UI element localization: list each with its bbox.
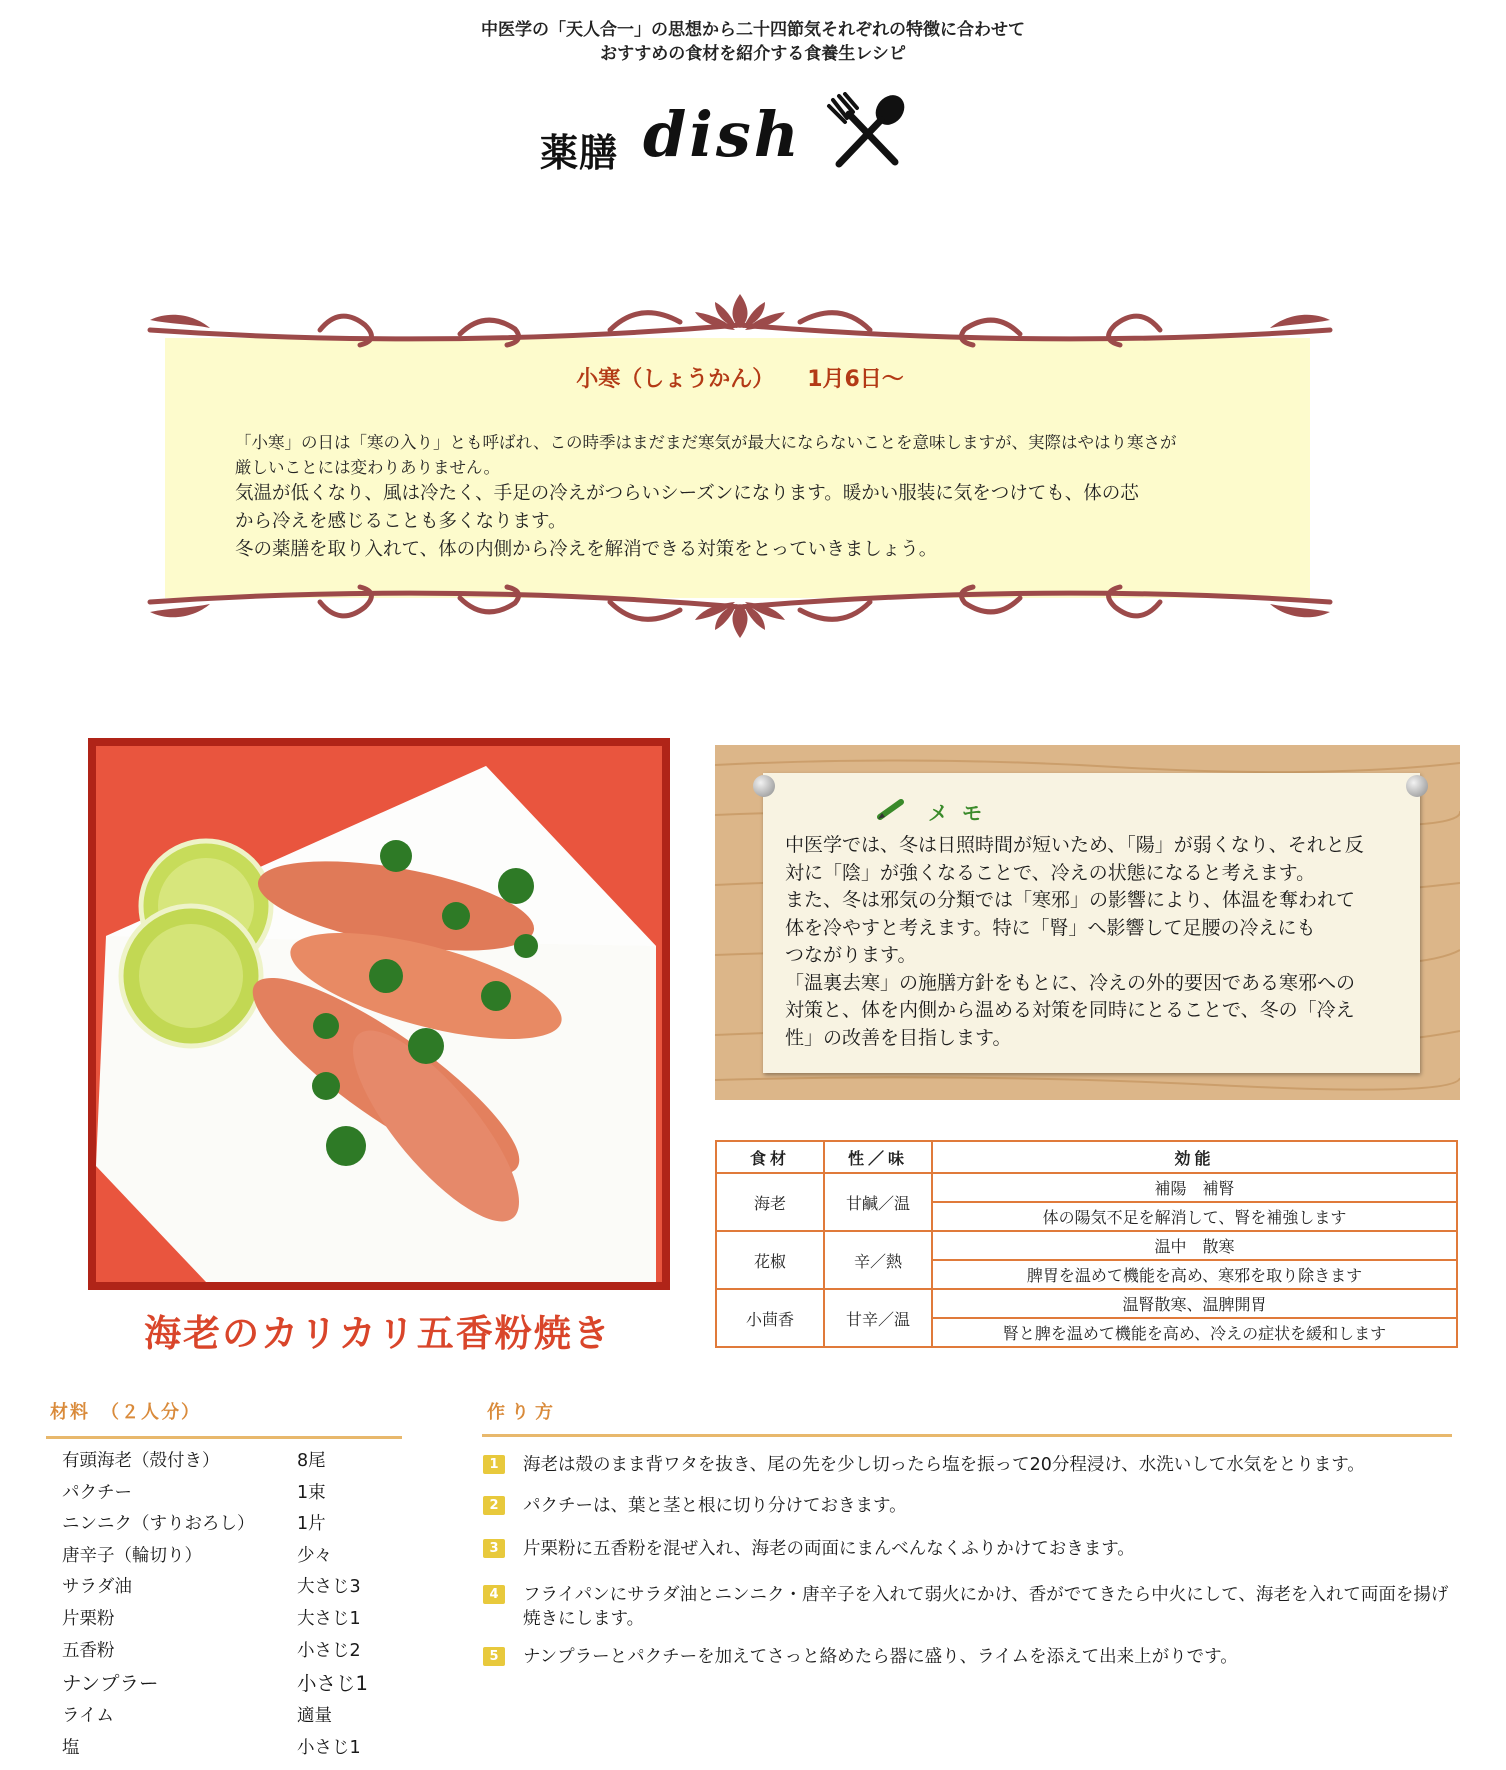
food-name: 海老 xyxy=(716,1173,824,1231)
ingredient-name: 五香粉 xyxy=(62,1640,115,1661)
memo-heading: メモ xyxy=(928,801,996,825)
list-item xyxy=(62,1637,402,1669)
pin-icon xyxy=(1406,775,1428,797)
season-desc-line: 気温が低くなり、風は冷たく、手足の冷えがつらいシーズンになります。暖かい服装に気をつけても、体の芯 xyxy=(235,483,1139,504)
table-header: 食材 xyxy=(716,1141,824,1173)
step-number-badge: 2 xyxy=(483,1496,505,1515)
ingredient-name: 片栗粉 xyxy=(62,1608,115,1629)
list-item xyxy=(62,1479,402,1511)
intro-line-2: おすすめの食材を紹介する食養生レシピ xyxy=(600,44,906,64)
ingredient-amount: 少々 xyxy=(297,1545,332,1566)
steps-heading: 作り方 xyxy=(487,1402,559,1423)
ingredients-heading: 材料 （２人分） xyxy=(50,1402,201,1423)
ingredient-name: パクチー xyxy=(62,1482,132,1503)
memo-line: 対に「陰」が強くなることで、冷えの状態になると考えます。 xyxy=(785,861,1316,884)
season-banner xyxy=(140,290,1340,645)
intro-text xyxy=(0,18,1506,66)
effect-description: 腎と脾を温めて機能を高め、冷えの症状を緩和します xyxy=(932,1318,1457,1347)
effect-title: 温中 散寒 xyxy=(932,1231,1457,1260)
step-text: 片栗粉に五香粉を混ぜ入れ、海老の両面にまんべんなくふりかけておきます。 xyxy=(523,1539,1135,1559)
memo-text xyxy=(785,832,1405,1052)
memo-line: 中医学では、冬は日照時間が短いため、「陽」が弱くなり、それと反 xyxy=(785,834,1364,856)
table-header-row xyxy=(716,1141,1457,1173)
brand-japanese: 薬膳 xyxy=(540,131,619,175)
memo-line: 「温裏去寒」の施膳方針をもとに、冷えの外的要因である寒邪への xyxy=(785,971,1356,994)
ingredient-amount: 小さじ2 xyxy=(297,1640,361,1661)
step-text: パクチーは、葉と茎と根に切り分けておきます。 xyxy=(523,1496,907,1516)
ingredient-amount: 小さじ1 xyxy=(297,1737,361,1758)
step-text: 海老は殻のまま背ワタを抜き、尾の先を少し切ったら塩を振って20分程浸け、水洗いして水気をとります。 xyxy=(523,1455,1365,1475)
step-number-badge: 5 xyxy=(483,1647,505,1666)
list-item xyxy=(62,1510,402,1542)
ingredient-amount: 1片 xyxy=(297,1514,326,1535)
table-header: 効能 xyxy=(932,1141,1457,1173)
food-name: 小茴香 xyxy=(716,1289,824,1347)
list-item xyxy=(62,1573,402,1605)
top-ornament xyxy=(140,290,1340,350)
fork-spoon-icon xyxy=(823,92,913,172)
ingredient-amount: 大さじ1 xyxy=(297,1608,361,1629)
brand-english: dish xyxy=(643,98,802,171)
ingredient-amount: 8尾 xyxy=(297,1451,326,1471)
table-row xyxy=(716,1173,1457,1202)
list-item xyxy=(62,1447,402,1479)
ingredient-name: ニンニク（すりおろし） xyxy=(62,1514,255,1535)
pin-icon xyxy=(753,775,775,797)
effect-title: 補陽 補腎 xyxy=(932,1173,1457,1202)
ingredient-name: 塩 xyxy=(62,1737,80,1758)
ingredient-name: サラダ油 xyxy=(62,1577,132,1598)
ingredient-name: ライム xyxy=(62,1706,114,1727)
ingredient-amount: 1束 xyxy=(297,1482,326,1503)
brand-logo xyxy=(535,92,935,182)
season-desc-line: 冬の薬膳を取り入れて、体の内側から冷えを解消できる対策をとっていきましょう。 xyxy=(235,539,938,560)
memo-line: つながります。 xyxy=(785,944,917,966)
step-text: フライパンにサラダ油とニンニク・唐辛子を入れて弱火にかけ、香がでてきたら中火にして、海老を入れて両面を揚げ焼きにします。 xyxy=(523,1585,1449,1629)
memo-line: 対策と、体を内側から温める対策を同時にとることで、冬の「冷え xyxy=(785,999,1355,1021)
effect-description: 体の陽気不足を解消して、腎を補強します xyxy=(932,1202,1457,1231)
effect-description: 脾胃を温めて機能を高め、寒邪を取り除きます xyxy=(932,1260,1457,1289)
steps-divider xyxy=(482,1434,1452,1437)
step-text: ナンプラーとパクチーを加えてさっと絡めたら器に盛り、ライムを添えて出来上がりです。 xyxy=(523,1647,1238,1667)
memo-line: 性」の改善を目指します。 xyxy=(785,1026,1012,1049)
list-item xyxy=(62,1668,402,1702)
dish-photo xyxy=(88,738,670,1290)
ingredient-properties-table xyxy=(715,1140,1458,1348)
table-row xyxy=(716,1231,1457,1260)
ingredient-name: 唐辛子（輪切り） xyxy=(62,1545,202,1566)
table-row xyxy=(716,1289,1457,1318)
list-item xyxy=(62,1605,402,1637)
intro-line-1: 中医学の「天人合一」の思想から二十四節気それぞれの特徴に合わせて xyxy=(481,20,1025,40)
list-item xyxy=(62,1702,402,1734)
ingredient-name: ナンプラー xyxy=(62,1672,159,1696)
pencil-icon xyxy=(877,798,907,820)
ingredients-list xyxy=(62,1447,402,1765)
effect-title: 温腎散寒、温脾開胃 xyxy=(932,1289,1457,1318)
food-taste: 甘辛／温 xyxy=(824,1289,932,1347)
food-taste: 甘鹹／温 xyxy=(824,1173,932,1231)
dish-title: 海老のカリカリ五香粉焼き xyxy=(144,1312,612,1355)
step-number-badge: 3 xyxy=(483,1539,505,1558)
food-name: 花椒 xyxy=(716,1231,824,1289)
season-desc-line: 「小寒」の日は「寒の入り」とも呼ばれ、この時季はまだまだ寒気が最大にならないことを意味しますが、実際はやはり寒さが xyxy=(235,433,1177,452)
table-header: 性／味 xyxy=(824,1141,932,1173)
food-taste: 辛／熱 xyxy=(824,1231,932,1289)
season-description xyxy=(235,430,1255,564)
ingredients-divider xyxy=(46,1436,402,1439)
memo-line: 体を冷やすと考えます。特に「腎」へ影響して足腰の冷えにも xyxy=(785,916,1316,939)
list-item xyxy=(62,1542,402,1574)
ingredient-name: 有頭海老（殻付き） xyxy=(62,1451,220,1471)
bottom-ornament xyxy=(140,582,1340,642)
season-title: 小寒（しょうかん） 1月6日～ xyxy=(576,367,904,392)
season-desc-line: 厳しいことには変わりありません。 xyxy=(235,458,500,477)
list-item xyxy=(62,1734,402,1766)
memo-line: また、冬は邪気の分類では「寒邪」の影響により、体温を奪われて xyxy=(785,889,1356,911)
ingredient-amount: 小さじ1 xyxy=(297,1672,368,1696)
ingredient-amount: 大さじ3 xyxy=(297,1577,361,1598)
season-desc-line: から冷えを感じることも多くなります。 xyxy=(235,511,567,532)
step-number-badge: 4 xyxy=(483,1585,505,1604)
shrimp-dish-illustration xyxy=(96,746,662,1282)
ingredient-amount: 適量 xyxy=(297,1706,332,1727)
step-number-badge: 1 xyxy=(483,1455,505,1474)
